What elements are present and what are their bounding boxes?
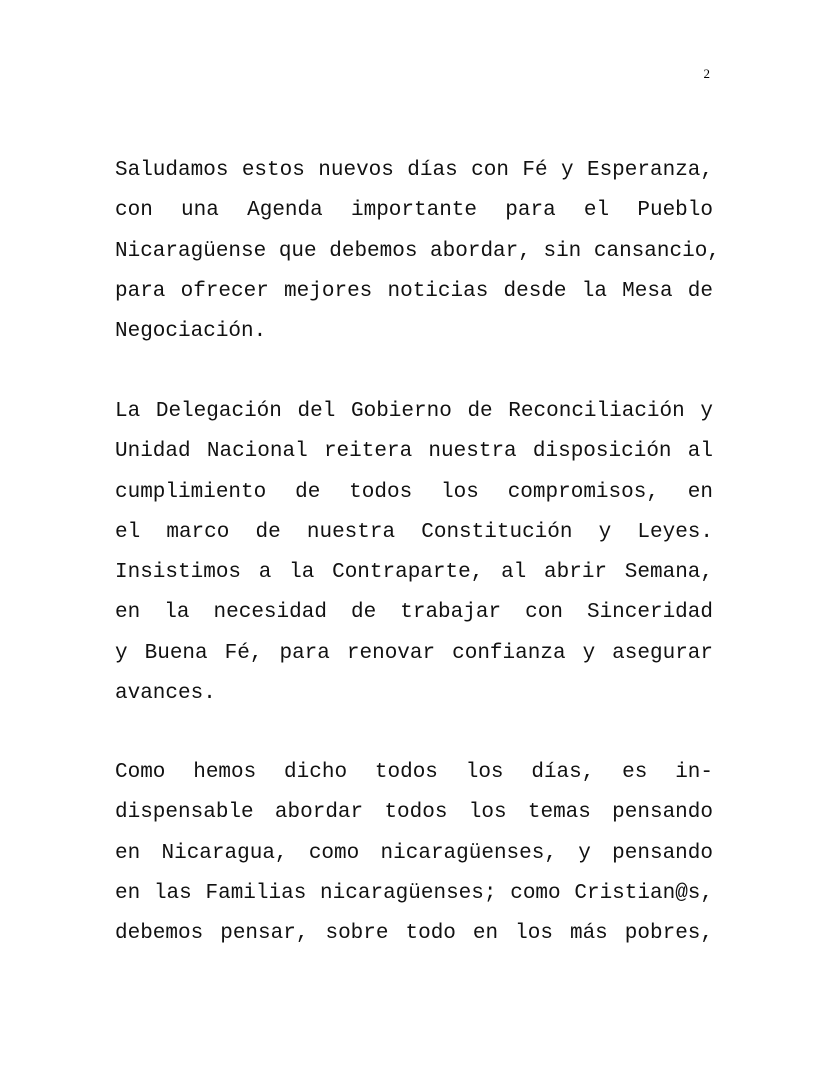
text-line: Como hemos dicho todos los días, es in- <box>115 761 713 784</box>
text-line: debemos pensar, sobre todo en los más pobres, <box>115 922 713 946</box>
text-line: para ofrecer mejores noticias desde la Mesa de <box>115 279 713 303</box>
text-line: Unidad Nacional reitera nuestra disposición al <box>115 440 713 464</box>
text-line: en la necesidad de trabajar con Sinceridad <box>115 601 713 625</box>
text-line: en Nicaragua, como nicaragüenses, y pensando <box>115 841 713 865</box>
text-line: Saludamos estos nuevos días con Fé y Esperanza, <box>115 159 713 182</box>
text-line: dispensable abordar todos los temas pensando <box>115 801 713 825</box>
text-line: el marco de nuestra Constitución y Leyes. <box>115 520 713 544</box>
text-line: cumplimiento de todos los compromisos, en <box>115 480 713 504</box>
text-line: Insistimos a la Contraparte, al abrir Semana, <box>115 561 713 585</box>
text-line: Negociación. <box>115 320 267 344</box>
paragraph-delegation <box>115 392 713 714</box>
paragraph-nicaragua <box>115 753 713 954</box>
text-line: con una Agenda importante para el Pueblo <box>115 199 713 223</box>
paragraph-greeting <box>115 151 720 352</box>
text-line: y Buena Fé, para renovar confianza y asegurar <box>115 641 713 665</box>
page-number: 2 <box>703 66 710 81</box>
text-line: en las Familias nicaragüenses; como Cristian@s, <box>115 881 713 905</box>
text-line: avances. <box>115 682 216 706</box>
text-line: Nicaragüense que debemos abordar, sin cansancio, <box>115 239 720 263</box>
text-line: La Delegación del Gobierno de Reconciliación y <box>115 400 713 423</box>
